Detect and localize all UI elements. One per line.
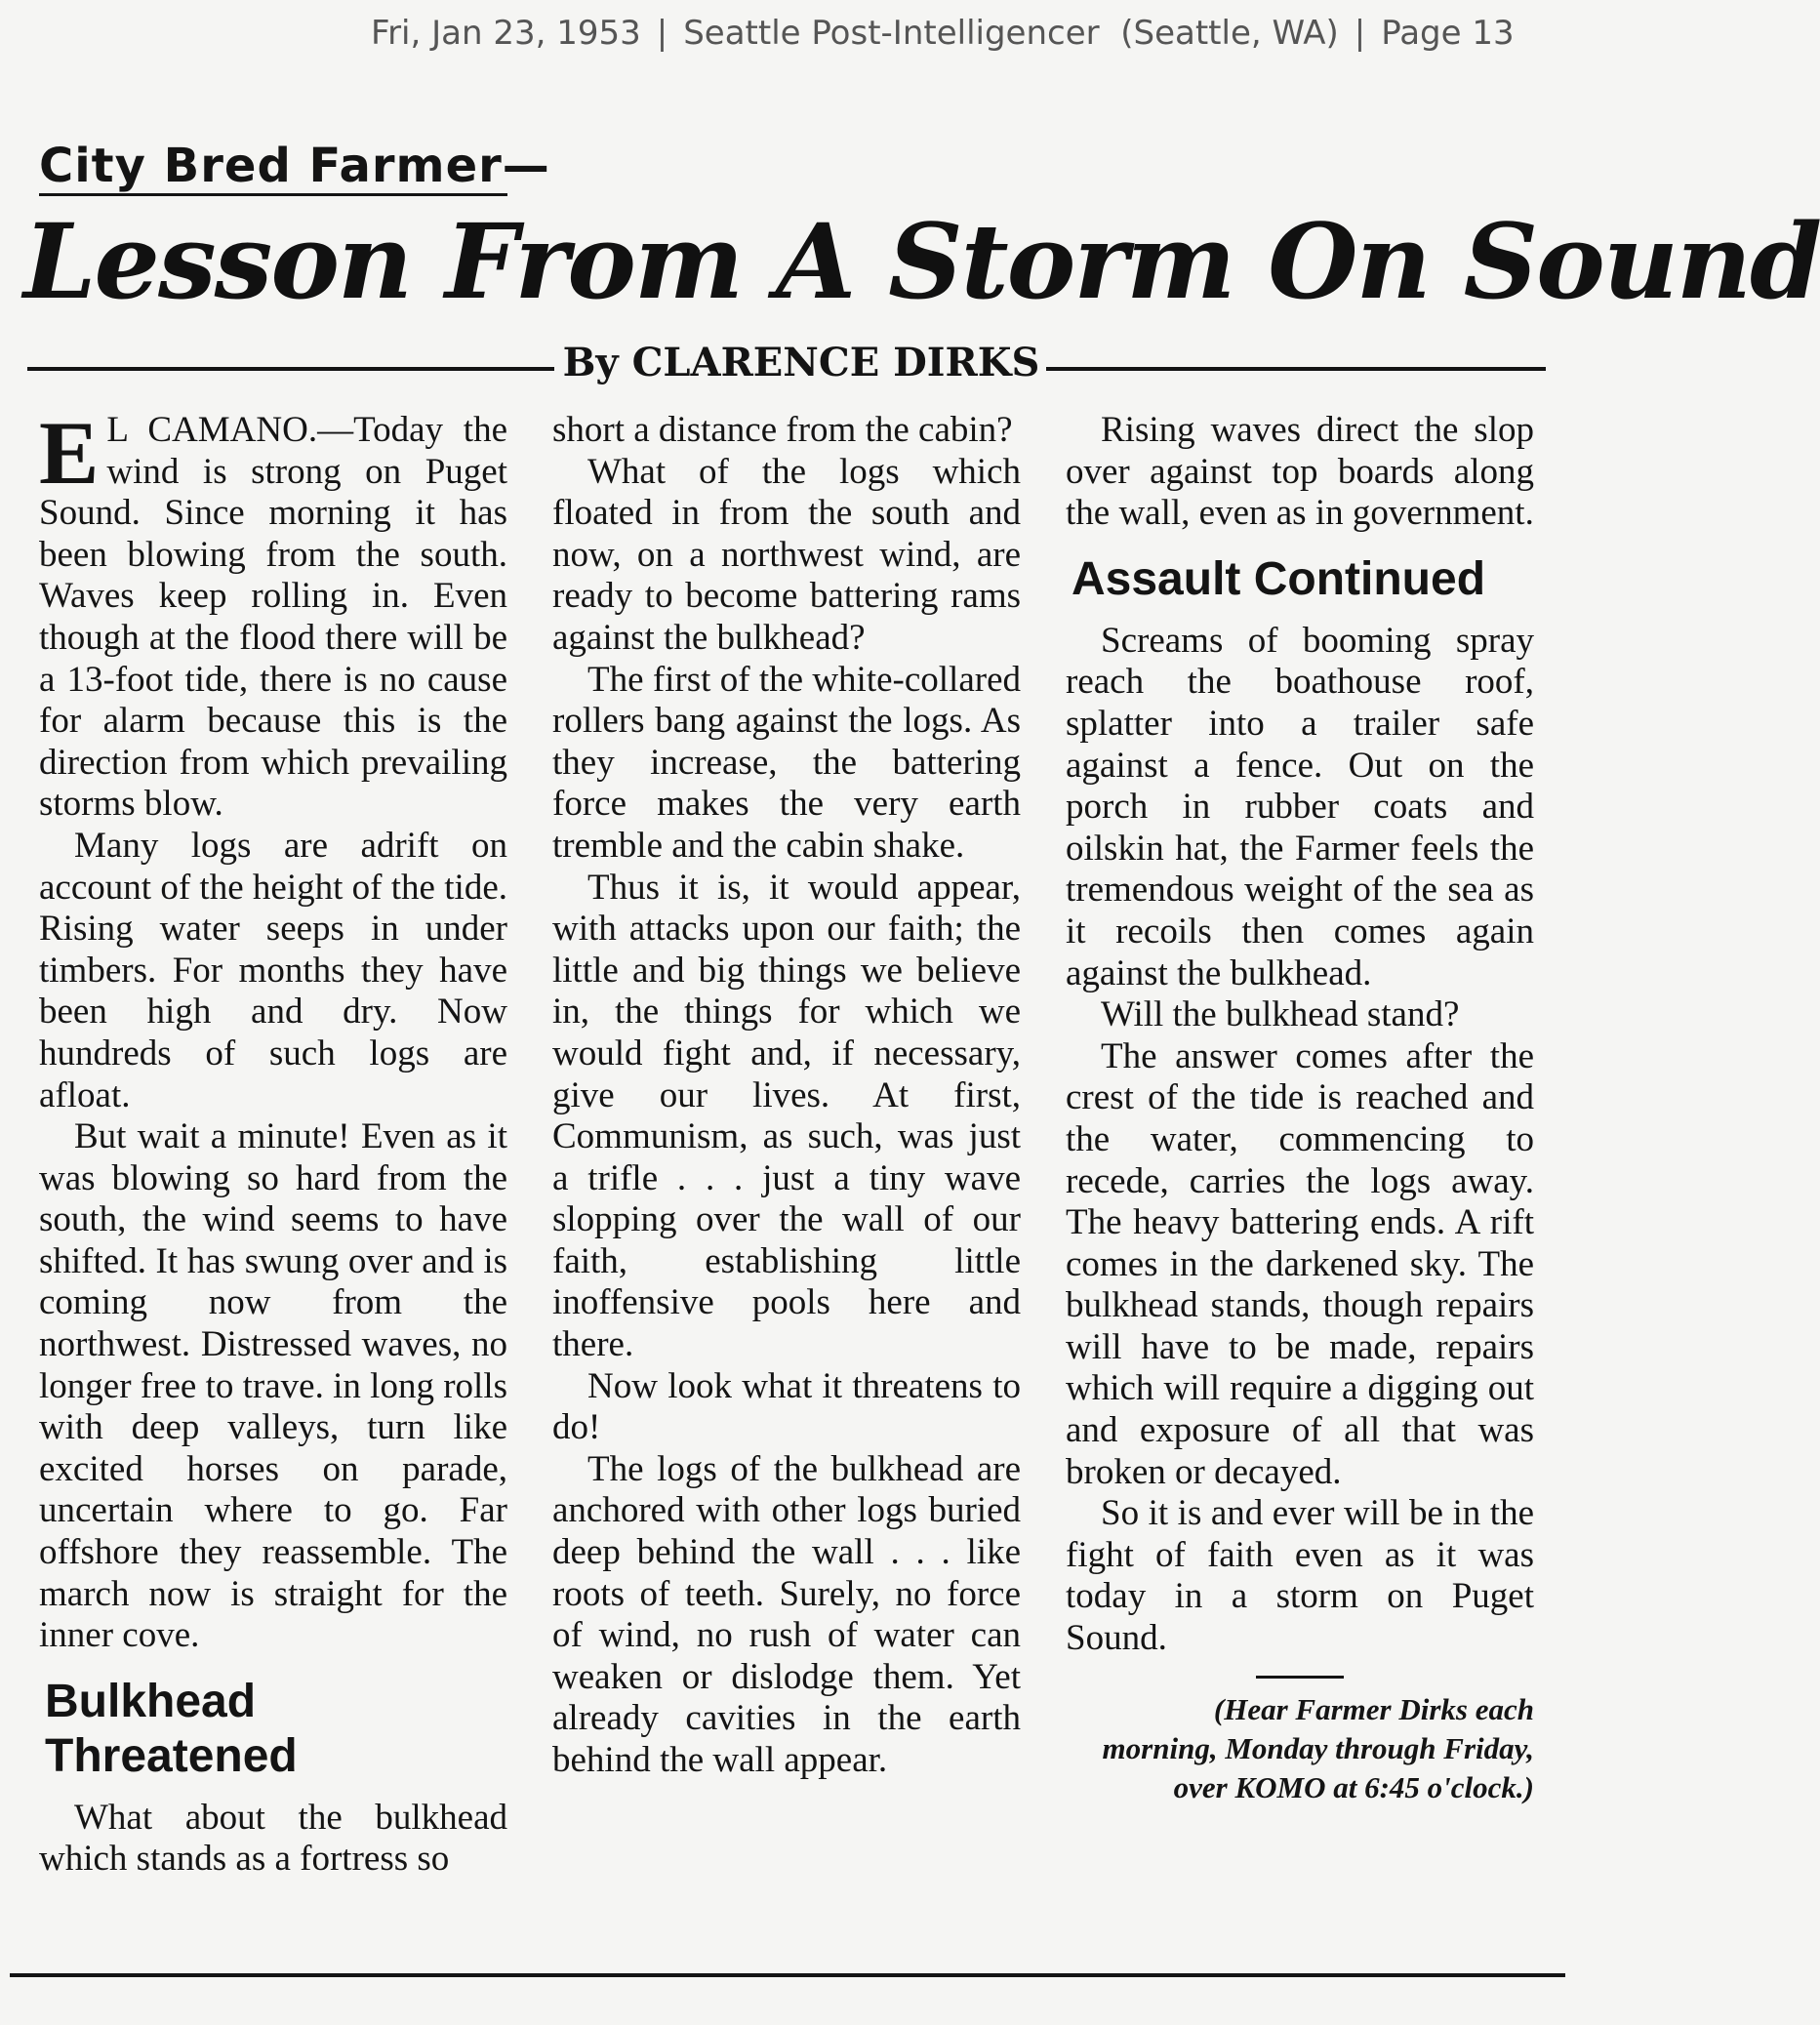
bottom-rule — [10, 1973, 1565, 1977]
paragraph: Will the bulkhead stand? — [1101, 994, 1460, 1035]
article-kicker: City Bred Farmer— — [39, 139, 550, 193]
subheading: Bulkhead Threatened — [45, 1675, 298, 1782]
paragraph: Thus it is, it would appear, with attacks upon our faith; the little and big things we believe in, the things for which we would fight and, if necessary, give our lives. At first, Communism, as such, was just a trifle . . . just a tiny wave slopping over the wall of our faith, establishing little inoffensive pools here and there. — [552, 867, 1021, 1365]
drop-cap: E — [39, 403, 100, 503]
paragraph-text: L CAMANO.—Today the wind is strong on Puget Sound. Since morning it has been blowing from the south. Waves keep rolling in. Even though at the flood there will be a 13-foot tide, there is no cause for alarm because this is the direction from which prevailing storms blow. — [39, 410, 507, 825]
paragraph: The logs of the bulkhead are anchored with other logs buried deep behind the wall . . . like roots of teeth. Surely, no force of wind, no rush of water can weaken or dislodge them. Yet already cavities in the earth behind the wall appear. — [552, 1448, 1021, 1780]
article-column-2 — [552, 410, 1021, 1782]
paragraph: Now look what it threatens to do! — [552, 1365, 1021, 1448]
paragraph: short a distance from the cabin? — [552, 410, 1013, 450]
subheading: Assault Continued — [1072, 552, 1486, 605]
header-location: (Seattle, WA) — [1120, 14, 1339, 53]
header-separator: | — [1354, 14, 1366, 53]
byline-rule-left — [27, 367, 554, 371]
byline-row — [27, 340, 1546, 388]
article-headline: Lesson From A Storm On Sound — [23, 200, 1820, 322]
header-page: Page 13 — [1381, 14, 1515, 53]
paragraph: What of the logs which floated in from the south and now, on a northwest wind, are ready to become battering rams against the bulkhead? — [552, 451, 1021, 658]
paragraph: So it is and ever will be in the fight of faith even as it was today in a storm on Puget Sound. — [1066, 1493, 1534, 1659]
paragraph: But wait a minute! Even as it was blowing so hard from the south, the wind seems to have shifted. It has swung over and is coming now from the northwest. Distressed waves, no longer free to trave. in long rolls with deep valleys, turn like excited horses on parade, uncertain where to go. Far offshore they reassemble. The march now is straight for the inner cove. — [39, 1116, 507, 1656]
header-publication: Seattle Post-Intelligencer — [683, 14, 1100, 53]
end-rule — [1256, 1676, 1344, 1679]
article-column-1 — [39, 403, 507, 1881]
paragraph — [39, 403, 507, 826]
header-date: Fri, Jan 23, 1953 — [371, 14, 641, 53]
clipping-header — [371, 14, 1515, 53]
byline-rule-right — [1046, 367, 1546, 371]
paragraph: Screams of booming spray reach the boathouse roof, splatter into a trailer safe against a fence. Out on the porch in rubber coats and oilskin hat, the Farmer feels the tremendous weight of the sea as it recoils then comes again against the bulkhead. — [1066, 620, 1534, 993]
broadcast-credit: (Hear Farmer Dirks each morning, Monday through Friday, over KOMO at 6:45 o'clock.) — [1102, 1691, 1534, 1804]
article-byline: By CLARENCE DIRKS — [562, 340, 1040, 385]
paragraph: The first of the white-collared rollers bang against the logs. As they increase, the battering force makes the very earth tremble and the cabin shake. — [552, 659, 1021, 866]
paragraph: What about the bulkhead which stands as a fortress so — [39, 1797, 507, 1880]
article-column-3 — [1066, 410, 1534, 1807]
header-separator: | — [656, 14, 668, 53]
kicker-underline — [39, 193, 507, 196]
paragraph: Rising waves direct the slop over against top boards along the wall, even as in government. — [1066, 410, 1534, 534]
paragraph: The answer comes after the crest of the tide is reached and the water, commencing to recede, carries the logs away. The heavy battering ends. A rift comes in the darkened sky. The bulkhead stands, though repairs will have to be made, repairs which will require a digging out and exposure of all that was broken or decayed. — [1066, 1035, 1534, 1492]
paragraph: Many logs are adrift on account of the height of the tide. Rising water seeps in under timbers. For months they have been high and dry. Now hundreds of such logs are afloat. — [39, 825, 507, 1115]
